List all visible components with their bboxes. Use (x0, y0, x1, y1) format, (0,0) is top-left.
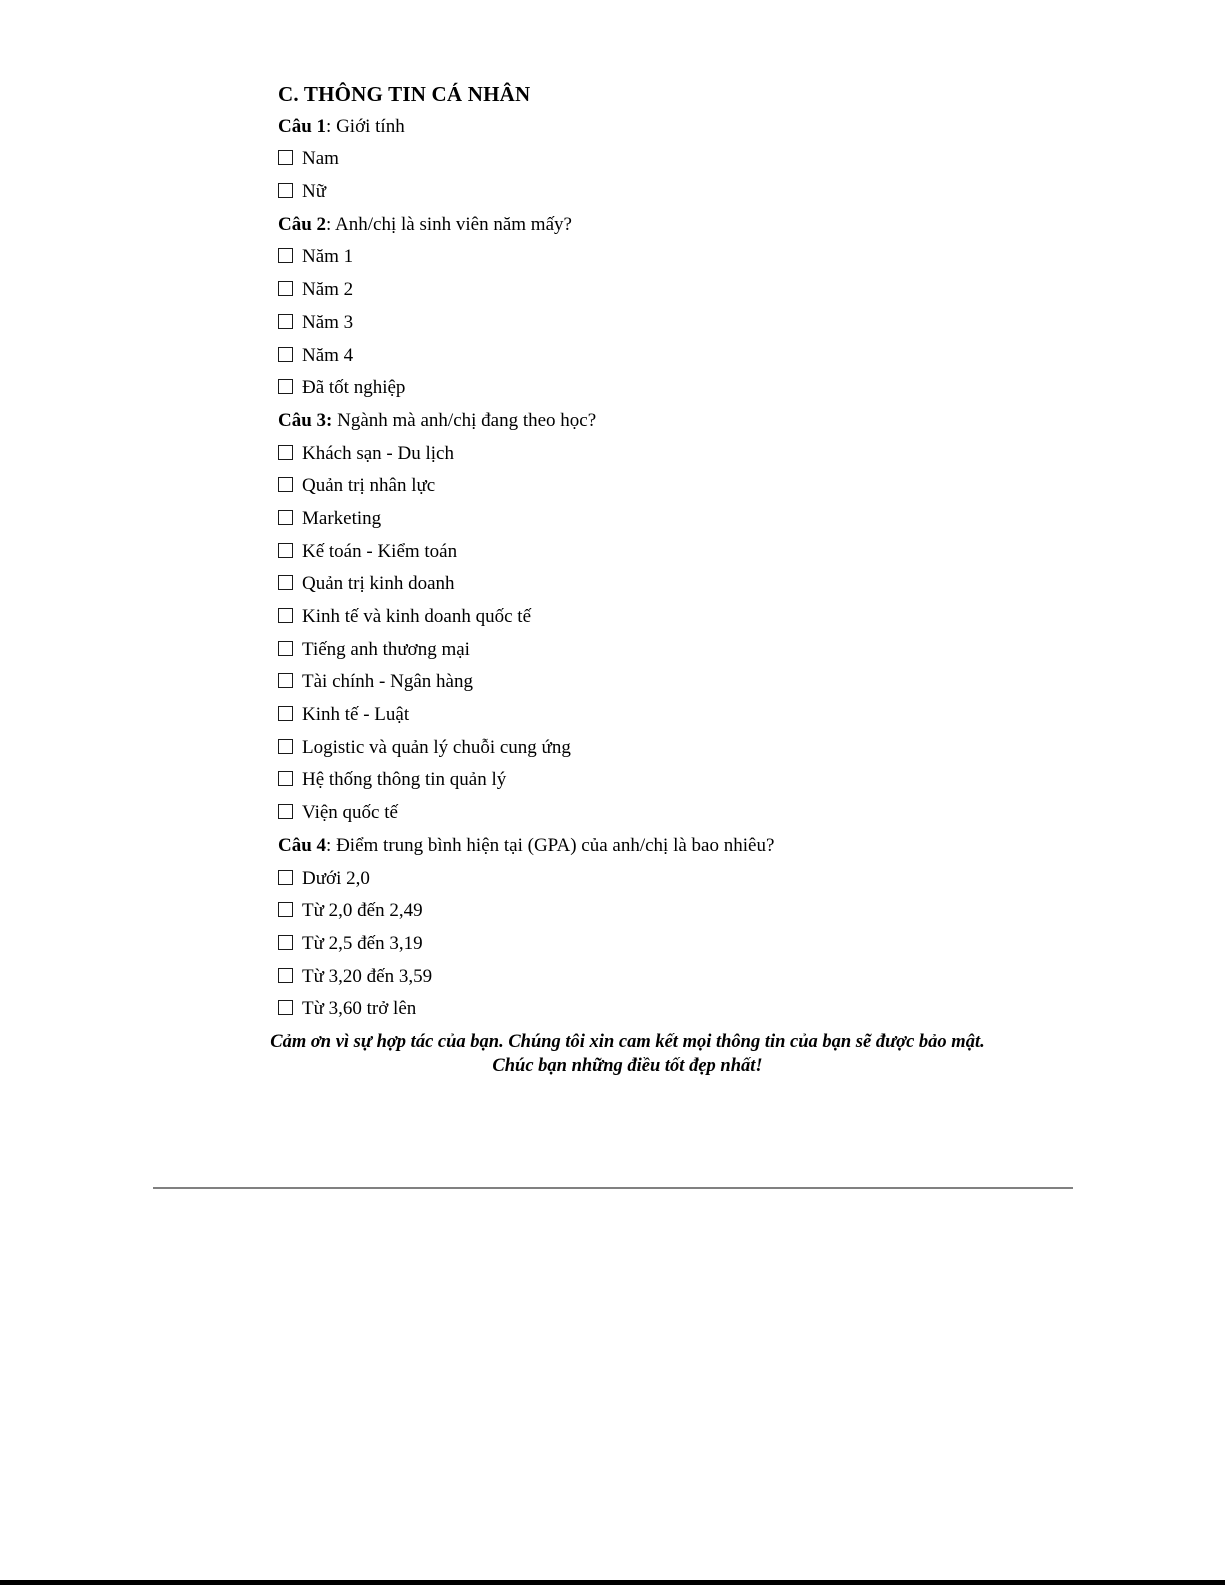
checkbox-option-he-thong-thong-tin (278, 764, 1195, 797)
checkbox-option-da-tot-nghiep (278, 372, 1195, 405)
checkbox-icon (278, 445, 293, 460)
option-label: Hệ thống thông tin quản lý (302, 769, 507, 791)
closing-line-2: Chúc bạn những điều tốt đẹp nhất! (492, 1055, 763, 1076)
horizontal-divider (153, 1187, 1073, 1189)
checkbox-option-logistic (278, 732, 1195, 765)
option-label: Nam (302, 148, 339, 170)
option-label: Từ 2,5 đến 3,19 (302, 932, 423, 954)
checkbox-icon (278, 608, 293, 623)
option-label: Tiếng anh thương mại (302, 638, 470, 660)
checkbox-option-gpa-2-249 (278, 895, 1195, 928)
checkbox-icon (278, 281, 293, 296)
option-label: Năm 2 (302, 279, 354, 301)
option-label: Dưới 2,0 (302, 867, 370, 889)
checkbox-icon (278, 804, 293, 819)
checkbox-icon (278, 510, 293, 525)
checkbox-icon (278, 543, 293, 558)
checkbox-option-quan-tri-nhan-luc (278, 470, 1195, 503)
checkbox-icon (278, 1000, 293, 1015)
checkbox-option-nam-3 (278, 307, 1195, 340)
option-label: Viện quốc tế (302, 802, 398, 824)
checkbox-option-gpa-360-tro-len (278, 993, 1195, 1026)
question-2 (278, 209, 1195, 242)
checkbox-icon (278, 673, 293, 688)
question-2-label: Câu 2 (278, 213, 327, 235)
option-label: Kinh tế và kinh doanh quốc tế (302, 606, 532, 627)
question-3-label: Câu 3: (278, 409, 333, 431)
option-label: Kinh tế - Luật (302, 704, 410, 726)
checkbox-option-gpa-duoi-2 (278, 863, 1195, 896)
question-3 (278, 405, 1195, 438)
checkbox-option-nam-1 (278, 241, 1195, 274)
checkbox-option-marketing (278, 503, 1195, 536)
checkbox-option-quan-tri-kinh-doanh (278, 568, 1195, 601)
checkbox-option-gpa-25-319 (278, 928, 1195, 961)
option-label: Từ 3,20 đến 3,59 (302, 965, 433, 987)
option-label: Năm 3 (302, 311, 354, 333)
question-4-text: : Điểm trung bình hiện tại (GPA) của anh/chị là bao nhiêu? (326, 834, 775, 856)
question-2-text: : Anh/chị là sinh viên năm mấy? (326, 213, 572, 235)
question-1 (278, 111, 1195, 144)
checkbox-icon (278, 739, 293, 754)
question-4 (278, 830, 1195, 863)
checkbox-option-nam (278, 143, 1195, 176)
checkbox-icon (278, 771, 293, 786)
checkbox-option-khach-san-du-lich (278, 438, 1195, 471)
option-label: Từ 3,60 trở lên (302, 998, 417, 1020)
option-label: Kế toán - Kiểm toán (302, 540, 458, 562)
checkbox-icon (278, 477, 293, 492)
checkbox-icon (278, 379, 293, 394)
option-label: Đã tốt nghiệp (302, 377, 406, 399)
checkbox-icon (278, 641, 293, 656)
checkbox-option-tieng-anh-thuong-mai (278, 634, 1195, 667)
checkbox-icon (278, 314, 293, 329)
option-label: Năm 4 (302, 344, 354, 366)
checkbox-option-ke-toan-kiem-toan (278, 536, 1195, 569)
checkbox-option-kinh-te-luat (278, 699, 1195, 732)
option-label: Quản trị nhân lực (302, 475, 436, 497)
page-bottom-bar (0, 1580, 1225, 1585)
checkbox-option-nu (278, 176, 1195, 209)
option-label: Logistic và quản lý chuỗi cung ứng (302, 736, 571, 758)
checkbox-option-gpa-320-359 (278, 961, 1195, 994)
closing-message (0, 1031, 1225, 1078)
option-label: Từ 2,0 đến 2,49 (302, 900, 423, 922)
checkbox-icon (278, 706, 293, 721)
question-4-label: Câu 4 (278, 834, 327, 856)
question-3-text: Ngành mà anh/chị đang theo học? (332, 409, 597, 431)
checkbox-option-nam-4 (278, 340, 1195, 373)
checkbox-option-tai-chinh-ngan-hang (278, 666, 1195, 699)
option-label: Tài chính - Ngân hàng (302, 671, 473, 693)
checkbox-option-nam-2 (278, 274, 1195, 307)
checkbox-icon (278, 150, 293, 165)
checkbox-option-vien-quoc-te (278, 797, 1195, 830)
option-label: Khách sạn - Du lịch (302, 442, 454, 464)
closing-line-1: Cảm ơn vì sự hợp tác của bạn. Chúng tôi xin cam kết mọi thông tin của bạn sẽ được bảo mật. (270, 1032, 985, 1052)
checkbox-icon (278, 870, 293, 885)
option-label: Năm 1 (302, 246, 354, 268)
checkbox-option-kinh-te-quoc-te (278, 601, 1195, 634)
checkbox-icon (278, 183, 293, 198)
checkbox-icon (278, 248, 293, 263)
personal-info-section (278, 78, 1195, 1026)
question-1-text: : Giới tính (326, 115, 405, 137)
checkbox-icon (278, 347, 293, 362)
question-1-label: Câu 1 (278, 115, 327, 137)
checkbox-icon (278, 935, 293, 950)
option-label: Quản trị kinh doanh (302, 573, 455, 595)
section-title: C. THÔNG TIN CÁ NHÂN (278, 82, 531, 106)
option-label: Nữ (302, 181, 327, 203)
checkbox-icon (278, 575, 293, 590)
option-label: Marketing (302, 507, 382, 529)
checkbox-icon (278, 902, 293, 917)
checkbox-icon (278, 968, 293, 983)
